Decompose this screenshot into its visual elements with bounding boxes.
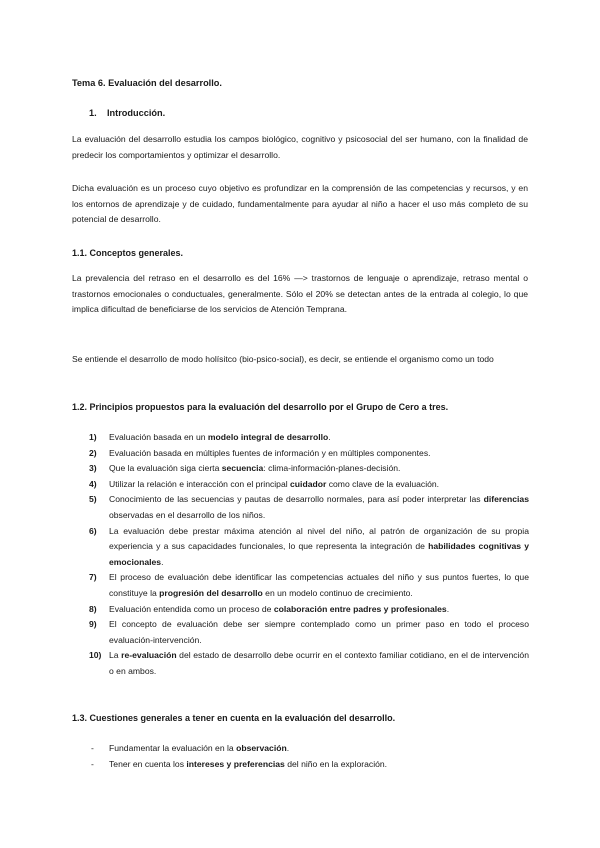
document-title: Tema 6. Evaluación del desarrollo.	[72, 78, 222, 88]
list-marker: 3)	[89, 463, 97, 474]
plain-text: Conocimiento de las secuencias y pautas de desarrollo normales, para así poder interpretar las	[109, 494, 484, 505]
list-item-text	[109, 602, 529, 618]
plain-text: Fundamentar la evaluación en la	[109, 743, 237, 753]
intro-paragraph-2: Dicha evaluación es un proceso cuyo objetivo es profundizar en la comprensión de las competencias y recursos, y en los entornos de aprendizaje y de cuidado, fundamentalmente para ayudar al niño a hacer el uso más completo de su potencial de desarrollo.	[72, 183, 528, 225]
question-item	[89, 757, 529, 773]
list-item-text	[109, 617, 529, 648]
section-number: 1.	[89, 108, 97, 118]
principles-list	[89, 430, 529, 680]
emphasis-text: cuidador	[290, 478, 327, 489]
plain-text: La evaluación debe prestar máxima atención al nivel del niño, al patrón de organización de su propia experiencia y a sus capacidades funcionales, lo que representa la integración de	[109, 525, 529, 552]
section-title: Introducción.	[107, 108, 166, 118]
list-item-text	[109, 492, 529, 523]
question-item	[89, 741, 529, 757]
plain-text: El proceso de evaluación debe identificar las competencias actuales del niño y sus puntos fuertes, lo que constituye la	[109, 572, 529, 598]
plain-text: del niño en la exploración.	[284, 758, 388, 769]
list-marker: 2)	[89, 447, 97, 458]
list-marker: 1)	[89, 432, 97, 442]
principle-item	[89, 617, 529, 648]
concepts-paragraph-1: La prevalencia del retraso en el desarrollo es del 16% —> trastornos de lenguaje o aprendizaje, retraso mental o trastornos emocionales o conductuales, generalmente. Sólo el 20% se detectan antes de la entrada al colegio, lo que implica dificultad de beneficiarse de los servicios de Atención Temprana.	[72, 273, 528, 315]
principle-item	[89, 430, 529, 446]
section-heading-introduccion	[89, 108, 165, 118]
plain-text: El concepto de evaluación debe ser siempre contemplado como un primer paso en todo el proceso evaluación-intervención.	[109, 619, 529, 645]
plain-text: : clima-información-planes-decisión.	[263, 463, 401, 474]
heading-cuestiones-generales: 1.3. Cuestiones generales a tener en cuenta en la evaluación del desarrollo.	[72, 713, 396, 723]
emphasis-text: intereses y preferencias	[186, 758, 285, 769]
list-item-text	[109, 743, 289, 753]
plain-text: Evaluación basada en múltiples fuentes de información y en múltiples componentes.	[109, 447, 431, 458]
list-item-text	[109, 430, 529, 446]
plain-text: observadas en el desarrollo de los niños.	[109, 509, 266, 520]
list-marker: 7)	[89, 572, 97, 583]
plain-text: .	[446, 603, 450, 614]
plain-text: Que la evaluación siga cierta	[109, 463, 222, 474]
principle-item	[89, 648, 529, 679]
list-item-text	[109, 477, 529, 493]
plain-text: .	[161, 556, 164, 567]
emphasis-text: progresión del desarrollo	[159, 587, 263, 598]
list-item-text	[109, 648, 529, 679]
plain-text: Utilizar la relación e interacción con el principal	[109, 478, 291, 489]
list-marker: 10)	[89, 650, 102, 661]
plain-text: La	[109, 650, 122, 661]
list-item-text	[109, 524, 529, 571]
principle-item	[89, 602, 529, 618]
principle-item	[89, 446, 529, 462]
list-item-text	[109, 570, 529, 601]
list-marker: 6)	[89, 525, 97, 536]
emphasis-text: diferencias	[483, 494, 529, 505]
plain-text: .	[286, 743, 290, 753]
plain-text: .	[328, 432, 331, 442]
list-marker: 4)	[89, 478, 97, 489]
plain-text: Evaluación entendida como un proceso de	[109, 603, 274, 614]
plain-text: Tener en cuenta los	[109, 758, 187, 769]
plain-text: como clave de la evaluación.	[326, 478, 440, 489]
principle-item	[89, 524, 529, 571]
list-item-text	[109, 759, 387, 769]
list-item-text	[109, 461, 529, 477]
list-marker: -	[91, 758, 94, 769]
emphasis-text: re-evaluación	[121, 650, 177, 661]
emphasis-text: secuencia	[221, 463, 264, 474]
heading-principios: 1.2. Principios propuestos para la evaluación del desarrollo por el Grupo de Cero a tres.	[72, 402, 449, 412]
principle-item	[89, 492, 529, 523]
emphasis-text: colaboración entre padres y profesionales	[273, 603, 447, 614]
list-marker: 9)	[89, 619, 97, 630]
emphasis-text: observación	[236, 743, 287, 753]
plain-text: Evaluación basada en un	[109, 432, 208, 442]
emphasis-text: modelo integral de desarrollo	[207, 432, 329, 442]
list-marker: -	[91, 743, 94, 753]
emphasis-text: habilidades cognitivas y emocionales	[109, 541, 529, 567]
list-marker: 5)	[89, 494, 97, 505]
principle-item	[89, 477, 529, 493]
principle-item	[89, 570, 529, 601]
questions-list	[89, 741, 529, 772]
list-marker: 8)	[89, 603, 97, 614]
heading-conceptos-generales: 1.1. Conceptos generales.	[72, 248, 184, 258]
list-item-text	[109, 446, 529, 462]
plain-text: en un modelo continuo de crecimiento.	[262, 587, 413, 598]
intro-paragraph-1: La evaluación del desarrollo estudia los campos biológico, cognitivo y psicosocial del ser humano, con la finalidad de predecir los comportamientos y optimizar el desarrollo.	[72, 134, 528, 160]
principle-item	[89, 461, 529, 477]
concepts-paragraph-2: Se entiende el desarrollo de modo holísitco (bio-psico-social), es decir, se entiende el organismo como un todo	[72, 354, 494, 364]
plain-text: del estado de desarrollo debe ocurrir en el contexto familiar cotidiano, en el de intervención o en ambos.	[109, 650, 529, 676]
